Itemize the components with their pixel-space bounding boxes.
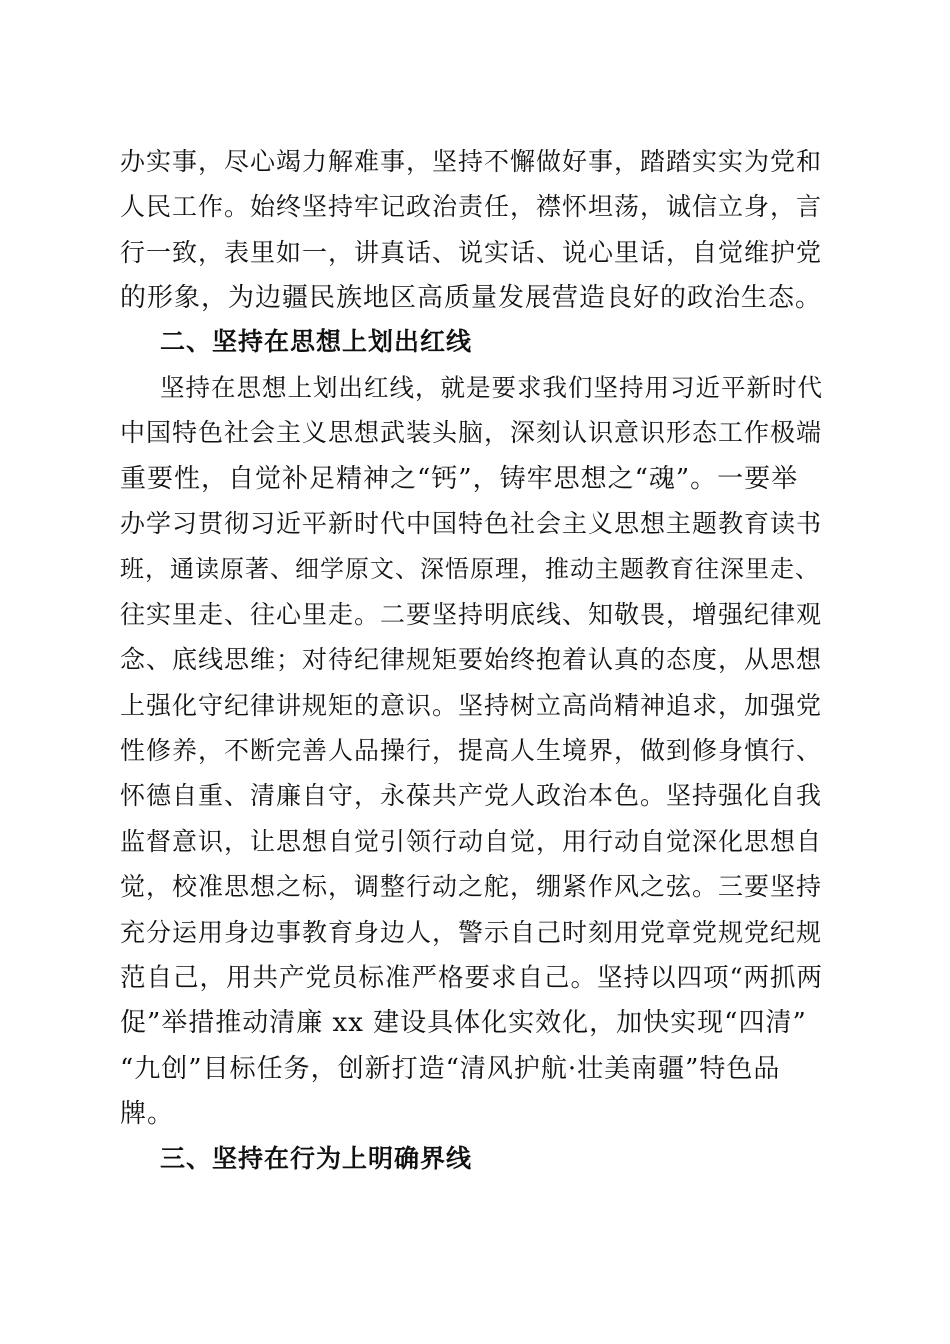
paragraph-line: 的形象，为边疆民族地区高质量发展营造良好的政治生态。 — [120, 283, 823, 313]
paragraph-line: 办学习贯彻习近平新时代中国特色社会主义思想主题教育读书 — [120, 509, 823, 538]
paragraph-line: 怀德自重、清廉自守，永葆共产党人政治本色。坚持强化自我 — [120, 781, 823, 810]
paragraph-line: 行一致，表里如一，讲真话、说实话、说心里话，自觉维护党 — [120, 238, 823, 267]
paragraph-line: 性修养，不断完善人品操行，提高人生境界，做到修身慎行、 — [120, 736, 823, 765]
paragraph-line: “九创”目标任务，创新打造“清风护航·壮美南疆”特色品 — [120, 1054, 781, 1084]
paragraph-line: 牌。 — [120, 1099, 175, 1129]
section-heading-2: 二、坚持在思想上划出红线 — [160, 327, 473, 356]
paragraph-line: 上强化守纪律讲规矩的意识。坚持树立高尚精神追求，加强党 — [120, 691, 823, 720]
paragraph-line: 范自己，用共产党员标准严格要求自己。坚持以四项“两抓两 — [120, 963, 824, 993]
section-heading-3: 三、坚持在行为上明确界线 — [160, 1144, 473, 1173]
paragraph-line: 办实事，尽心竭力解难事，坚持不懈做好事，踏踏实实为党和 — [120, 147, 823, 176]
paragraph-line: 觉，校准思想之标，调整行动之舵，绷紧作风之弦。三要坚持 — [120, 872, 823, 901]
paragraph-line: 监督意识，让思想自觉引领行动自觉，用行动自觉深化思想自 — [120, 827, 823, 856]
paragraph-line: 重要性，自觉补足精神之“钙”，铸牢思想之“魂”。一要举 — [120, 464, 799, 494]
paragraph-line: 往实里走、往心里走。二要坚持明底线、知敬畏，增强纪律观 — [120, 600, 823, 629]
paragraph-line: 促”举措推动清廉 xx 建设具体化实效化，加快实现“四清” — [120, 1008, 807, 1038]
paragraph-line: 中国特色社会主义思想武装头脑，深刻认识意识形态工作极端 — [120, 418, 823, 447]
paragraph-line: 充分运用身边事教育身边人，警示自己时刻用党章党规党纪规 — [120, 918, 823, 947]
paragraph-line: 班，通读原著、细学原文、深悟原理，推动主题教育往深里走、 — [120, 555, 820, 583]
paragraph-line: 念、底线思维；对待纪律规矩要始终抱着认真的态度，从思想 — [120, 645, 823, 674]
paragraph-line: 人民工作。始终坚持牢记政治责任，襟怀坦荡，诚信立身，言 — [120, 192, 823, 221]
paragraph-line: 坚持在思想上划出红线，就是要求我们坚持用习近平新时代 — [160, 373, 823, 402]
